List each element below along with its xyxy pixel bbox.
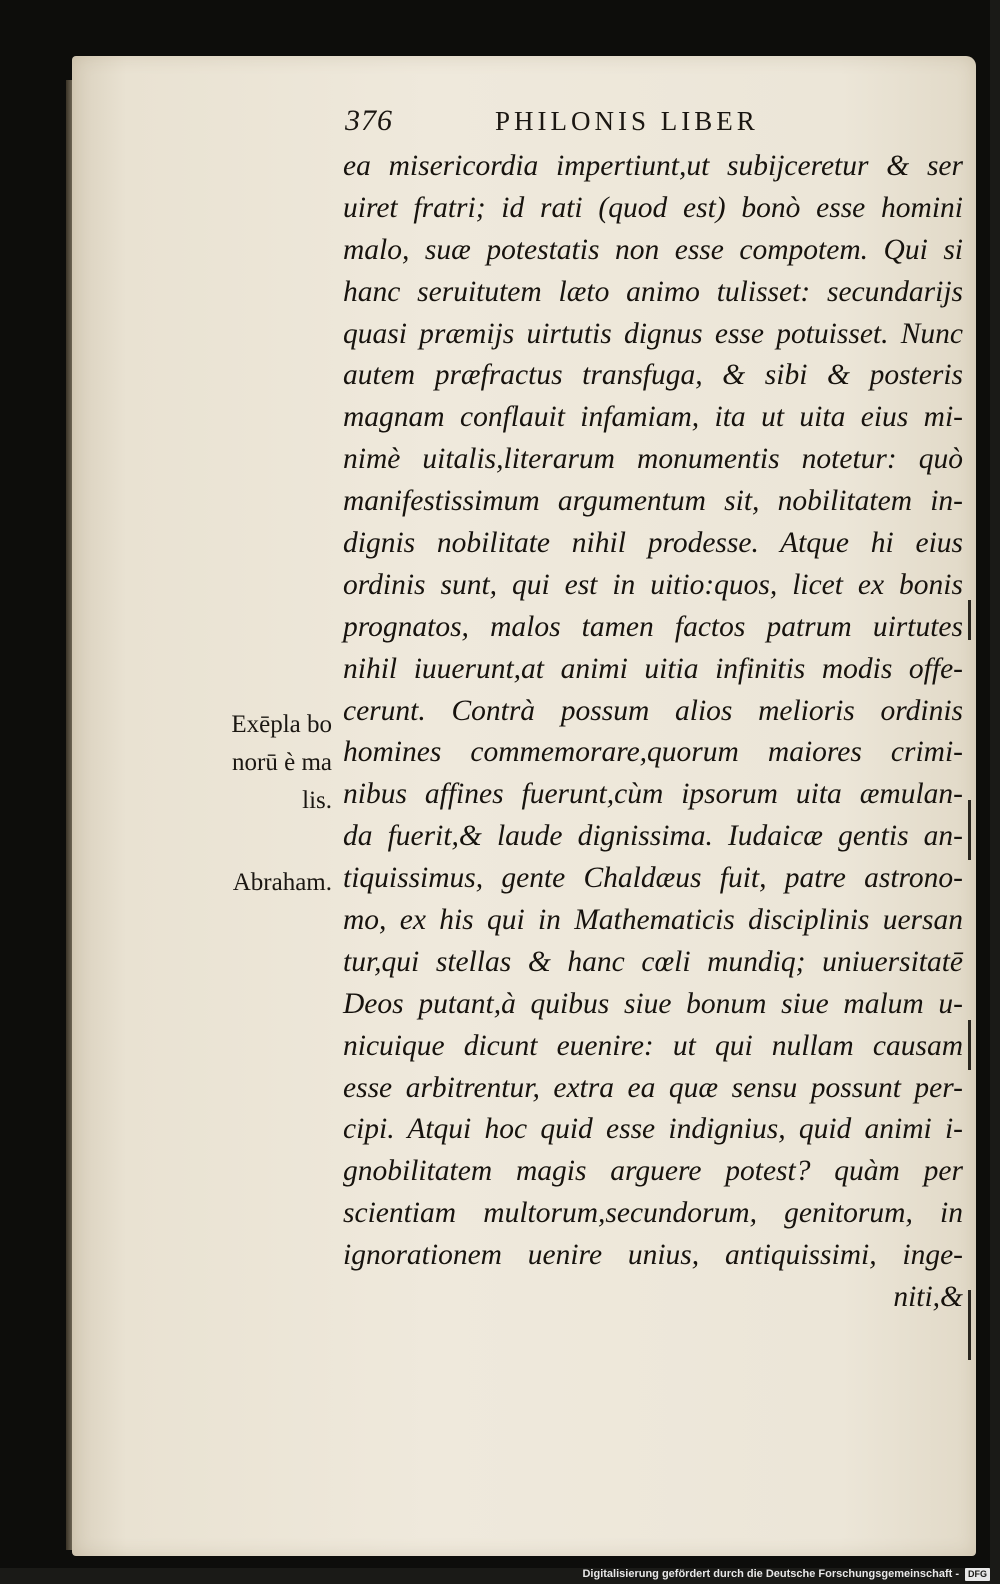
digitization-credit — [582, 1566, 990, 1582]
dfg-logo: DFG — [965, 1568, 990, 1581]
text-line: tiquissimus, gente Chaldæus fuit, patre astrono- — [343, 862, 963, 895]
text-line: homines commemorare,quorum maiores crimi- — [343, 736, 963, 769]
text-line: da fuerit,& laude dignissima. Iudaicæ gentis an- — [343, 820, 963, 853]
text-line: magnam conflauit infamiam, ita ut uita eius mi- — [343, 401, 963, 434]
text-line-catchword: niti,& — [893, 1281, 963, 1314]
text-line: ea misericordia impertiunt,ut subijceretur & ser — [343, 150, 963, 182]
margin-note-abraham — [182, 864, 332, 902]
text-line: dignis nobilitate nihil prodesse. Atque hi eius — [343, 527, 963, 560]
text-line: manifestissimum argumentum sit, nobilitatem in- — [343, 485, 963, 518]
text-line: cerunt. Contrà possum alios melioris ordinis — [343, 694, 963, 727]
text-line: Deos putant,à quibus siue bonum siue malum u- — [343, 987, 963, 1020]
text-line: nibus affines fuerunt,cùm ipsorum uita æmulan- — [343, 778, 963, 811]
margin-note-line: Exēpla bo — [231, 711, 332, 738]
text-line: scientiam multorum,secundorum, genitorum, in — [343, 1197, 963, 1230]
text-line: nicuique dicunt euenire: ut qui nullam causam — [343, 1029, 963, 1062]
credit-text: Digitalisierung gefördert durch die Deutsche Forschungsgemeinschaft - — [582, 1568, 959, 1580]
text-line: malo, suæ potestatis non esse compotem. Qui si — [343, 233, 963, 266]
margin-note-line: norū è ma — [232, 749, 332, 776]
running-title: PHILONIS LIBER — [495, 106, 759, 136]
margin-note-line: lis. — [302, 787, 332, 814]
text-line: tur,qui stellas & hanc cœli mundiq; uniuersitatē — [343, 945, 963, 978]
text-line: prognatos, malos tamen factos patrum uirtutes — [343, 610, 963, 643]
text-line: uiret fratri; id rati (quod est) bonò esse homini — [343, 191, 963, 224]
text-line: gnobilitatem magis arguere potest? quàm per — [343, 1155, 963, 1188]
text-line: mo, ex his qui in Mathematicis disciplinis uersan — [343, 904, 963, 937]
right-edge-marks — [968, 600, 972, 1380]
margin-note-examples — [182, 706, 332, 820]
text-line: esse arbitrentur, extra ea quæ sensu possunt per- — [343, 1071, 963, 1104]
text-line: cipi. Atqui hoc quid esse indignius, quid animi i- — [343, 1113, 963, 1146]
body-text — [343, 146, 963, 1319]
text-line: ignorationem uenire unius, antiquissimi, inge- — [343, 1239, 963, 1272]
page-number: 376 — [345, 104, 393, 137]
text-line: quasi præmijs uirtutis dignus esse potuisset. Nunc — [343, 317, 963, 350]
text-line: ordinis sunt, qui est in uitio:quos, licet ex bonis — [343, 568, 963, 601]
running-head — [345, 104, 885, 144]
text-line: nihil iuuerunt,at animi uitia infinitis modis offe- — [343, 652, 963, 685]
text-line: hanc seruitutem læto animo tulisset: secundarijs — [343, 275, 963, 308]
text-line: nimè uitalis,literarum monumentis notetur: quò — [343, 443, 963, 476]
text-line: autem præfractus transfuga, & sibi & posteris — [343, 359, 963, 392]
margin-note-line: Abraham. — [232, 869, 332, 896]
